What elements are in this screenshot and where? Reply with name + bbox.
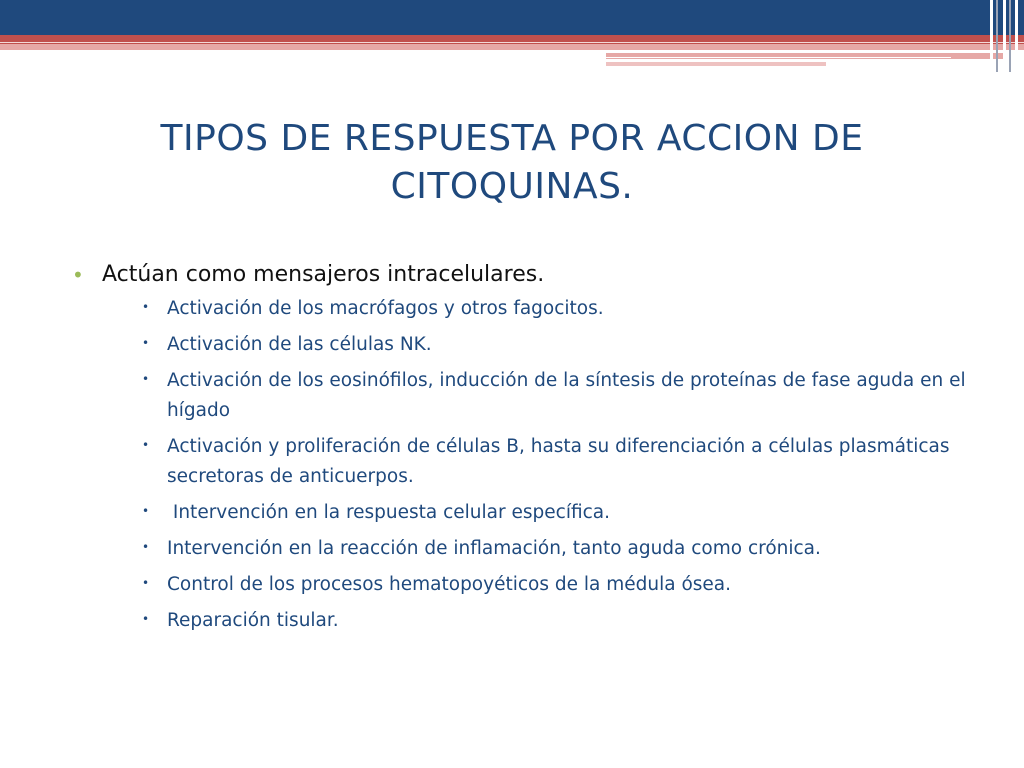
green-bullet-icon: •	[72, 263, 84, 287]
sub-bullet-item	[140, 570, 972, 600]
header-tail-bar-short	[606, 62, 826, 66]
header-tail-line	[606, 57, 951, 58]
header-vertical-stripe	[990, 0, 993, 72]
header-band-blue	[0, 0, 1024, 35]
sub-bullet-item	[140, 534, 972, 564]
header-vertical-stripe	[996, 0, 998, 72]
sub-bullet-item	[140, 330, 972, 360]
bullet-icon: •	[142, 612, 150, 626]
sub-bullet-list	[72, 294, 972, 636]
bullet-icon: •	[142, 540, 150, 554]
sub-bullet-text: Intervención en la reacción de inflamación, tanto aguda como crónica.	[167, 538, 821, 559]
header-vertical-stripe	[1015, 0, 1018, 72]
sub-bullet-item	[140, 498, 972, 528]
sub-bullet-text: Activación de los macrófagos y otros fagocitos.	[167, 298, 604, 319]
sub-bullet-text: Activación y proliferación de células B, hasta su diferenciación a células plasmáticas secretoras de anticuerpos.	[167, 436, 950, 487]
sub-bullet-text: Activación de los eosinófilos, inducción de la síntesis de proteínas de fase aguda en el hígado	[167, 370, 966, 421]
header-tail-bar	[606, 53, 1006, 59]
slide-body	[72, 258, 972, 642]
sub-bullet-item	[140, 366, 972, 426]
header-band-pink	[0, 44, 1024, 50]
main-bullet-text: Actúan como mensajeros intracelulares.	[102, 262, 545, 287]
sub-bullet-text: Control de los procesos hematopoyéticos de la médula ósea.	[167, 574, 732, 595]
sub-bullet-item	[140, 606, 972, 636]
bullet-icon: •	[142, 300, 150, 314]
header-separator-line	[0, 42, 1024, 43]
sub-bullet-text: Reparación tisular.	[167, 610, 339, 631]
sub-bullet-text: Activación de las células NK.	[167, 334, 432, 355]
bullet-icon: •	[142, 336, 150, 350]
bullet-icon: •	[142, 438, 150, 452]
main-bullet-item	[72, 258, 972, 292]
sub-bullet-item	[140, 432, 972, 492]
bullet-icon: •	[142, 504, 150, 518]
sub-bullet-item	[140, 294, 972, 324]
header-vertical-stripe	[1009, 0, 1011, 72]
bullet-icon: •	[142, 372, 150, 386]
slide-title: TIPOS DE RESPUESTA POR ACCION DE CITOQUINAS.	[160, 118, 864, 207]
header-vertical-stripe	[1003, 0, 1006, 72]
sub-bullet-text: Intervención en la respuesta celular específica.	[167, 502, 610, 523]
bullet-icon: •	[142, 576, 150, 590]
